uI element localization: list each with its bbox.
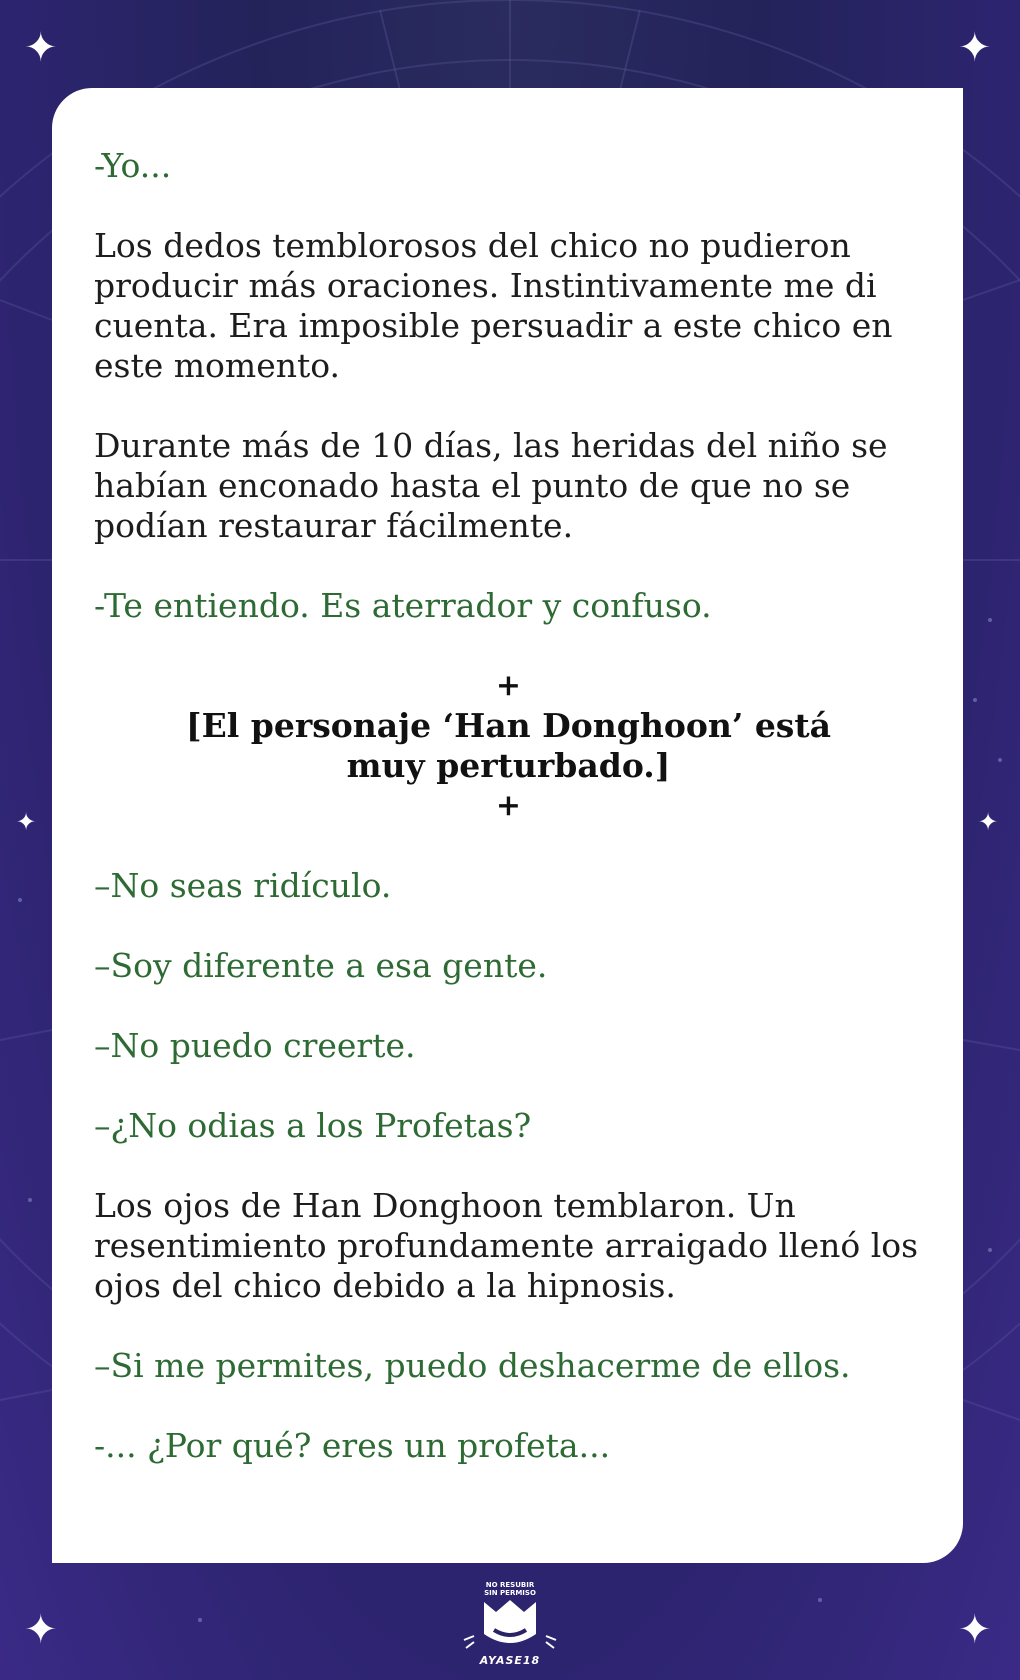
paragraph-dialog: –No seas ridículo. bbox=[94, 866, 392, 905]
system-message-line: [El personaje ‘Han Donghoon’ está bbox=[185, 706, 832, 745]
paragraph-narration: Durante más de 10 días, las heridas del niño se habían enconado hasta el punto de que no se podían restaurar fácilmente. bbox=[94, 426, 888, 545]
paragraph-narration: Los ojos de Han Donghoon temblaron. Un resentimiento profundamente arraigado llenó los ojos del chico debido a la hipnosis. bbox=[94, 1186, 919, 1305]
paragraph-dialog: –Soy diferente a esa gente. bbox=[94, 946, 548, 985]
system-message bbox=[94, 666, 923, 826]
sparkle-icon: ✦ bbox=[24, 1607, 58, 1653]
watermark-line1: NO RESUBIR bbox=[485, 1581, 535, 1589]
paragraph-dialog: –No puedo creerte. bbox=[94, 1026, 416, 1065]
sparkle-icon: ✦ bbox=[958, 25, 992, 71]
paragraph-dialog: -... ¿Por qué? eres un profeta... bbox=[94, 1426, 611, 1465]
watermark-line2: SIN PERMISO bbox=[484, 1589, 536, 1597]
paragraph-dialog: -Yo... bbox=[94, 146, 172, 185]
sparkle-icon: ✦ bbox=[16, 808, 37, 836]
sparkle-icon: ✦ bbox=[24, 25, 58, 71]
paragraph-narration: Los dedos temblorosos del chico no pudieron producir más oraciones. Instintivamente me di cuenta. Era imposible persuadir a este chico en este momento. bbox=[94, 226, 893, 385]
paragraph-dialog: -Te entiendo. Es aterrador y confuso. bbox=[94, 586, 712, 625]
sparkle-icon: ✦ bbox=[958, 1607, 992, 1653]
system-marker-bottom: + bbox=[495, 788, 522, 823]
system-marker-top: + bbox=[495, 668, 522, 703]
paragraph-dialog: –¿No odias a los Profetas? bbox=[94, 1106, 532, 1145]
system-message-line: muy perturbado.] bbox=[346, 746, 671, 785]
logo-mask-icon bbox=[450, 1578, 570, 1670]
watermark-name: AYASE18 bbox=[479, 1654, 541, 1667]
text-card bbox=[52, 88, 963, 1563]
sparkle-icon: ✦ bbox=[978, 808, 999, 836]
paragraph-dialog: –Si me permites, puedo deshacerme de ellos. bbox=[94, 1346, 851, 1385]
